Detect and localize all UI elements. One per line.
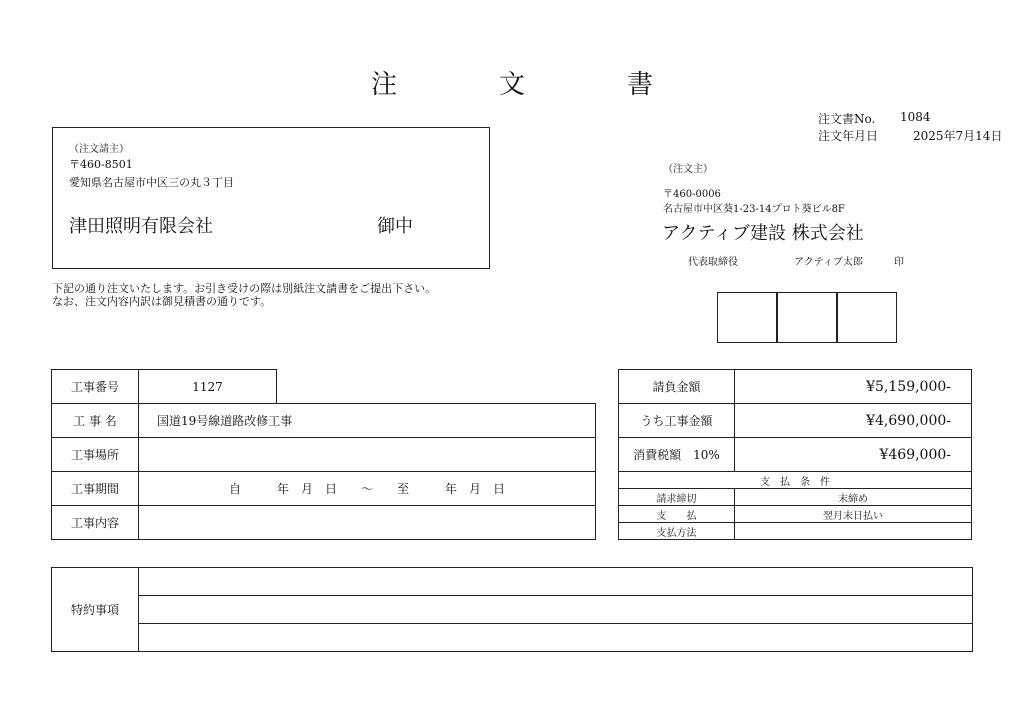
billing-cutoff-label: 請求締切 bbox=[619, 489, 735, 506]
stamp-box-2 bbox=[776, 292, 838, 343]
payment-method-label: 支払方法 bbox=[619, 523, 735, 540]
work-period-label: 工事期間 bbox=[52, 472, 139, 506]
amount-table bbox=[618, 369, 972, 540]
payment-value: 翌月末日払い bbox=[735, 506, 972, 523]
work-content-value[interactable] bbox=[139, 506, 596, 540]
payment-method-value bbox=[735, 523, 972, 540]
special-terms-label: 特約事項 bbox=[52, 568, 139, 652]
notice-line-2: なお、注文内容内訳は御見積書の通りです。 bbox=[52, 295, 272, 308]
issuer-address: 名古屋市中区葵1-23-14プロト葵ビル8F bbox=[663, 204, 845, 215]
notice-text bbox=[52, 282, 436, 308]
order-number-label: 注文書No. bbox=[818, 112, 876, 126]
issuer-rep-name: アクティブ太郎 bbox=[794, 257, 863, 268]
recipient-postal: 〒460-8501 bbox=[69, 158, 133, 171]
work-table bbox=[51, 369, 596, 540]
work-amount-label: うち工事金額 bbox=[619, 404, 735, 438]
payment-label: 支 払 bbox=[619, 506, 735, 523]
issuer-company: アクティブ建設 株式会社 bbox=[662, 223, 864, 244]
recipient-honorific: 御中 bbox=[377, 216, 413, 237]
special-terms-line-2[interactable] bbox=[139, 596, 973, 624]
issuer-rep-title: 代表取締役 bbox=[688, 257, 738, 268]
special-terms-line-1[interactable] bbox=[139, 568, 973, 596]
order-date-value: 2025年7月14日 bbox=[913, 129, 1003, 143]
tax-amount-value: ¥469,000- bbox=[735, 438, 972, 472]
recipient-address: 愛知県名古屋市中区三の丸３丁目 bbox=[69, 176, 234, 189]
special-terms-line-3[interactable] bbox=[139, 624, 973, 652]
issuer-label: （注文主） bbox=[663, 164, 713, 175]
seal-mark: 印 bbox=[894, 257, 904, 268]
work-place-label: 工事場所 bbox=[52, 438, 139, 472]
notice-line-1: 下記の通り注文いたします。お引き受けの際は別紙注文請書をご提出下さい。 bbox=[52, 282, 437, 295]
stamp-box-3 bbox=[836, 292, 897, 343]
work-number-spacer bbox=[277, 370, 596, 404]
work-number-label: 工事番号 bbox=[52, 370, 139, 404]
issuer-postal: 〒460-0006 bbox=[663, 189, 721, 200]
work-name-label: 工 事 名 bbox=[52, 404, 139, 438]
recipient-company: 津田照明有限会社 bbox=[69, 216, 213, 237]
order-number-value: 1084 bbox=[900, 110, 931, 124]
work-place-value[interactable] bbox=[139, 438, 596, 472]
work-content-label: 工事内容 bbox=[52, 506, 139, 540]
special-terms-table bbox=[51, 567, 973, 652]
work-number-value[interactable]: 1127 bbox=[139, 370, 277, 404]
contract-amount-value: ¥5,159,000- bbox=[735, 370, 972, 404]
stamp-box-1 bbox=[717, 292, 778, 343]
contract-amount-label: 請負金額 bbox=[619, 370, 735, 404]
recipient-label: （注文請主） bbox=[69, 144, 129, 155]
tax-amount-label: 消費税額 10% bbox=[619, 438, 735, 472]
work-period-value[interactable]: 自 年 月 日 ～ 至 年 月 日 bbox=[139, 472, 596, 506]
billing-cutoff-value: 末締め bbox=[735, 489, 972, 506]
document-title: 注 文 書 bbox=[370, 70, 691, 100]
payment-terms-header: 支 払 条 件 bbox=[619, 472, 972, 489]
recipient-box bbox=[52, 127, 490, 269]
order-date-label: 注文年月日 bbox=[818, 129, 879, 143]
work-name-value[interactable]: 国道19号線道路改修工事 bbox=[139, 404, 596, 438]
work-amount-value: ¥4,690,000- bbox=[735, 404, 972, 438]
